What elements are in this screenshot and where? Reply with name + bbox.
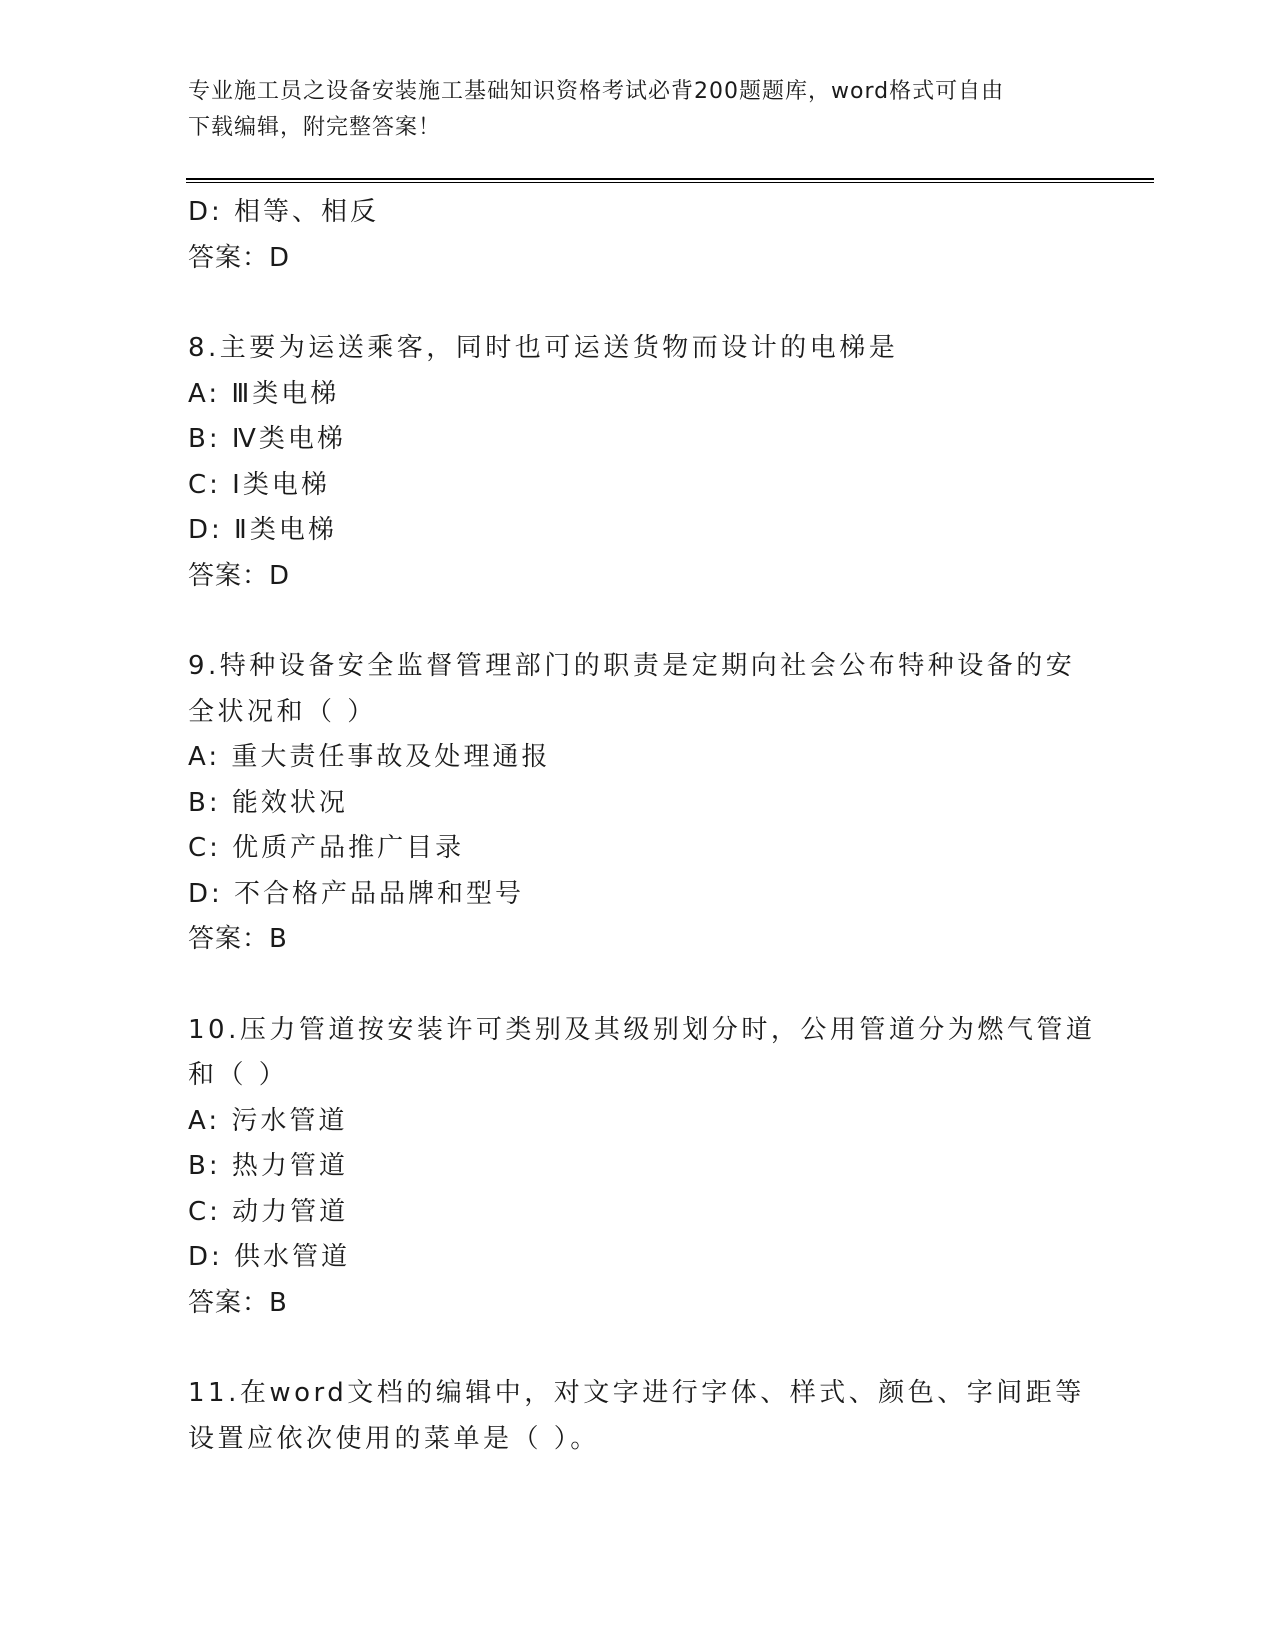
document-header — [188, 74, 1068, 146]
spacer — [188, 281, 1088, 326]
option-a: A: 重大责任事故及处理通报 — [188, 742, 551, 772]
answer-line: 答案：B — [188, 1287, 288, 1318]
question-stem: 8.主要为运送乘客，同时也可运送货物而设计的电梯是 — [188, 333, 899, 363]
option-c: C: 优质产品推广目录 — [188, 833, 465, 863]
question-block-10 — [188, 1008, 1096, 1327]
question-stem-line-2: 设置应依次使用的菜单是（ ）。 — [188, 1423, 600, 1454]
question-stem-line-2: 和（ ） — [188, 1060, 289, 1090]
option-d: D: 不合格产品品牌和型号 — [188, 878, 525, 909]
option-d: D: 相等、相反 — [188, 197, 380, 227]
option-b: B: 能效状况 — [188, 787, 348, 818]
question-list — [188, 190, 1096, 1462]
option-a: A: 污水管道 — [188, 1105, 348, 1136]
answer-line: 答案：D — [188, 242, 291, 273]
question-stem-line-1: 9.特种设备安全监督管理部门的职责是定期向社会公布特种设备的安 — [188, 651, 1076, 681]
answer-line: 答案：D — [188, 560, 291, 591]
question-block-9 — [188, 644, 1088, 963]
header-divider — [186, 178, 1154, 183]
question-stem-line-1: 10.压力管道按安装许可类别及其级别划分时，公用管道分为燃气管道 — [188, 1014, 1096, 1045]
header-line-1: 专业施工员之设备安装施工基础知识资格考试必背200题题库，word格式可自由 — [188, 79, 1005, 104]
question-block-11 — [188, 1371, 1088, 1462]
option-c: C: 动力管道 — [188, 1196, 349, 1227]
option-d: D: 供水管道 — [188, 1242, 351, 1272]
option-b: B: Ⅳ类电梯 — [188, 424, 346, 454]
question-stem-line-2: 全状况和（ ） — [188, 696, 377, 727]
option-a: A: Ⅲ类电梯 — [188, 378, 340, 409]
question-stem-line-1: 11.在word文档的编辑中，对文字进行字体、样式、颜色、字间距等 — [188, 1378, 1085, 1408]
option-c: C: Ⅰ类电梯 — [188, 469, 330, 500]
question-block-8 — [188, 326, 1088, 599]
option-d: D: Ⅱ类电梯 — [188, 515, 337, 545]
spacer — [188, 599, 1088, 644]
question-block-7 — [188, 190, 1088, 281]
header-line-2: 下载编辑，附完整答案！ — [188, 115, 442, 140]
spacer — [188, 963, 1088, 1008]
answer-line: 答案：B — [188, 924, 288, 954]
spacer — [188, 1326, 1088, 1371]
option-b: B: 热力管道 — [188, 1151, 348, 1181]
